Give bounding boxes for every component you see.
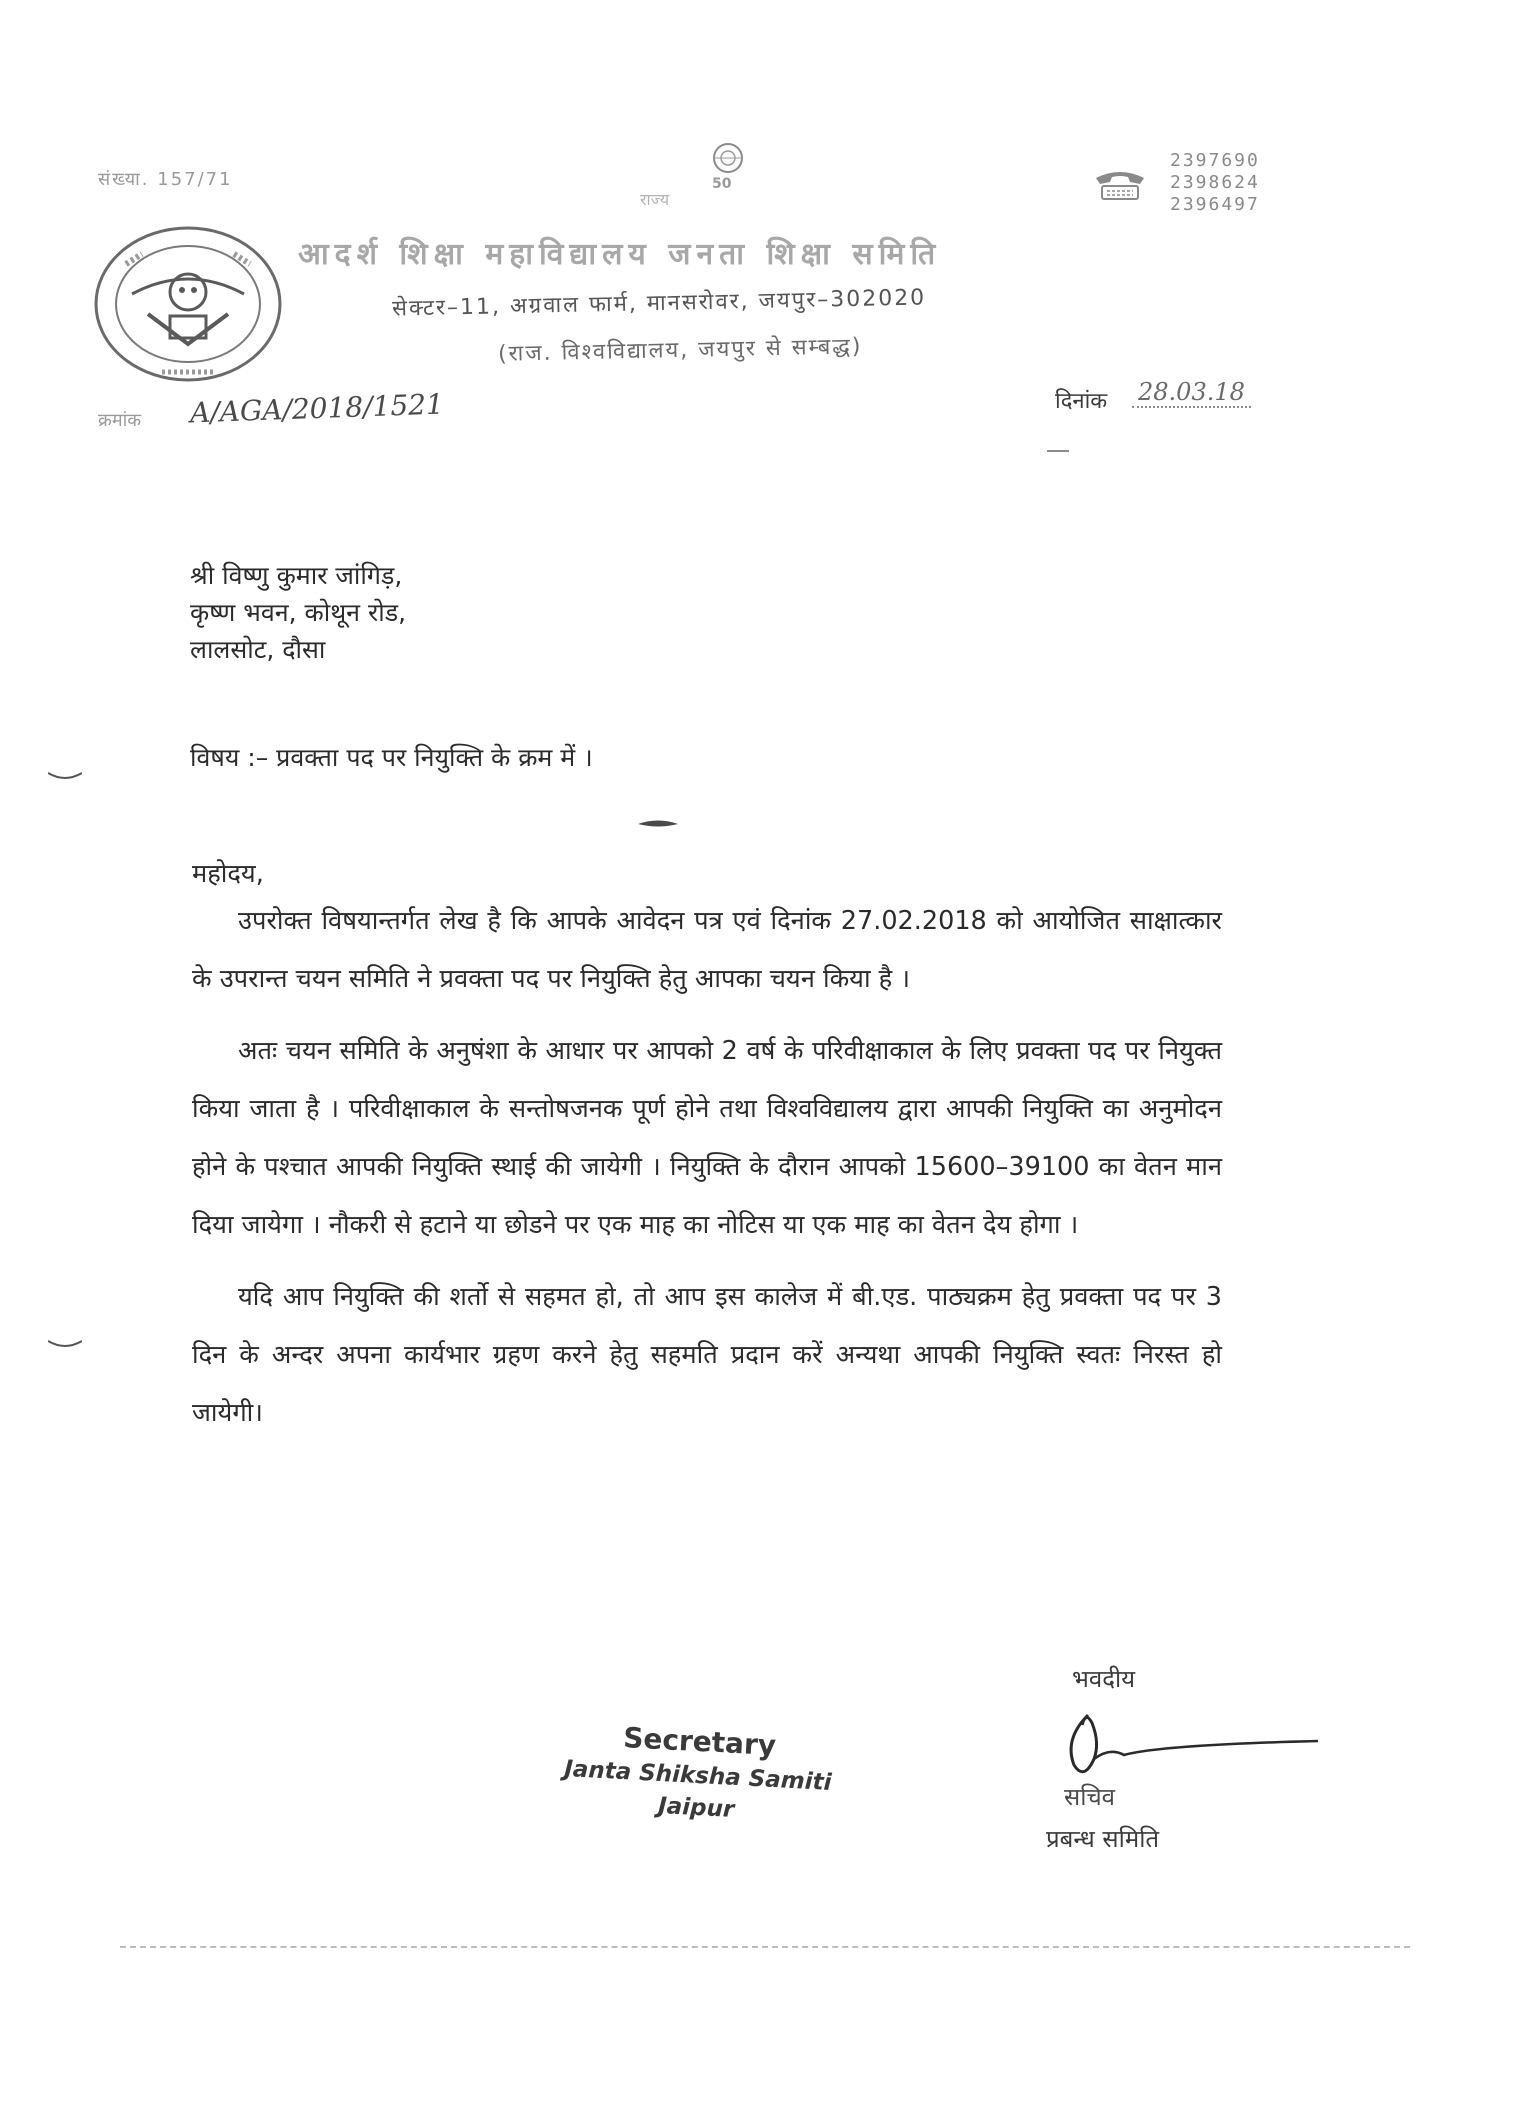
recipient-line: कृष्ण भवन, कोथून रोड, — [190, 598, 407, 627]
kramank-label: क्रमांक — [98, 410, 142, 431]
footer-divider — [120, 1946, 1410, 1948]
recipient-line: लालसोट, दौसा — [190, 635, 326, 664]
body-paragraph: अतः चयन समिति के अनुषंशा के आधार पर आपको 2 वर्ष के परिवीक्षाकाल के लिए प्रवक्ता पद पर नियुक्त किया जाता है । परिवीक्षाकाल के सन्तोषजनक पूर्ण होने तथा विश्वविद्यालय द्वारा आपकी नियुक्ति का अनुमोदन होने के पश्चात आपकी नियुक्ति स्थाई की जायेगी । नियुक्ति के दौरान आपको 15600–39100 का वेतन मान दिया जायेगा । नौकरी से हटाने या छोडने पर एक माह का नोटिस या एक माह का वेतन देय होगा । — [192, 1036, 1222, 1240]
recipient-address — [190, 557, 406, 668]
institution-affiliation: (राज. विश्वविद्यालय, जयपुर से सम्बद्ध) — [497, 334, 863, 367]
phone-number: 2396497 — [1170, 194, 1260, 215]
secretary-stamp — [546, 1716, 851, 1832]
divider — [1047, 450, 1069, 452]
stamp-title: Secretary — [622, 1721, 777, 1763]
salutation: महोदय, — [192, 859, 264, 889]
reference-number: संख्या. 157/71 — [98, 169, 233, 190]
college-seal-icon — [92, 224, 284, 384]
closing-bhavdiya: भवदीय — [1072, 1665, 1136, 1693]
margin-mark — [48, 766, 82, 776]
body-paragraph: यदि आप नियुक्ति की शर्तो से सहमत हो, तो आप इस कालेज में बी.एड. पाठ्यक्रम हेतु प्रवक्ता पद पर 3 दिन के अन्दर अपना कार्यभार ग्रहण करने हेतु सहमति प्रदान करें अन्यथा आपकी नियुक्ति स्वतः निरस्त हो जायेगी। — [192, 1282, 1222, 1428]
stamp-city: Jaipur — [657, 1792, 735, 1823]
ornament-icon — [638, 814, 678, 824]
body-paragraph: उपरोक्त विषयान्तर्गत लेख है कि आपके आवेदन पत्र एवं दिनांक 27.02.2018 को आयोजित साक्षात्कार के उपरान्त चयन समिति ने प्रवक्ता पद पर नियुक्ति हेतु आपका चयन किया है । — [192, 906, 1222, 994]
dinank-label: दिनांक — [1055, 389, 1108, 414]
institution-address: सेक्टर–11, अग्रवाल फार्म, मानसरोवर, जयपुर–302020 — [391, 285, 927, 322]
emblem-number: 50 — [712, 176, 732, 192]
phone-number: 2398624 — [1170, 172, 1260, 193]
recipient-line: श्री विष्णु कुमार जांगिड़, — [190, 561, 403, 590]
phone-numbers — [1170, 150, 1260, 216]
top-line-text: राज्य — [640, 190, 670, 209]
closing-sachiv: सचिव — [1064, 1783, 1116, 1811]
phone-number: 2397690 — [1170, 150, 1260, 171]
dinank-value: 28.03.18 — [1132, 378, 1251, 408]
signature-icon — [1050, 1695, 1320, 1785]
stamp-organization: Janta Shiksha Samiti — [563, 1756, 833, 1796]
letter-body — [192, 856, 1222, 1442]
telephone-icon — [1092, 168, 1148, 202]
institution-name: आदर्श शिक्षा महाविद्यालय जनता शिक्षा समिति — [298, 237, 942, 272]
margin-mark — [48, 1334, 82, 1344]
closing-committee: प्रबन्ध समिति — [1046, 1825, 1160, 1853]
kramank-value: A/AGA/2018/1521 — [189, 387, 445, 430]
subject-line: विषय :– प्रवक्ता पद पर नियुक्ति के क्रम में । — [190, 743, 593, 772]
